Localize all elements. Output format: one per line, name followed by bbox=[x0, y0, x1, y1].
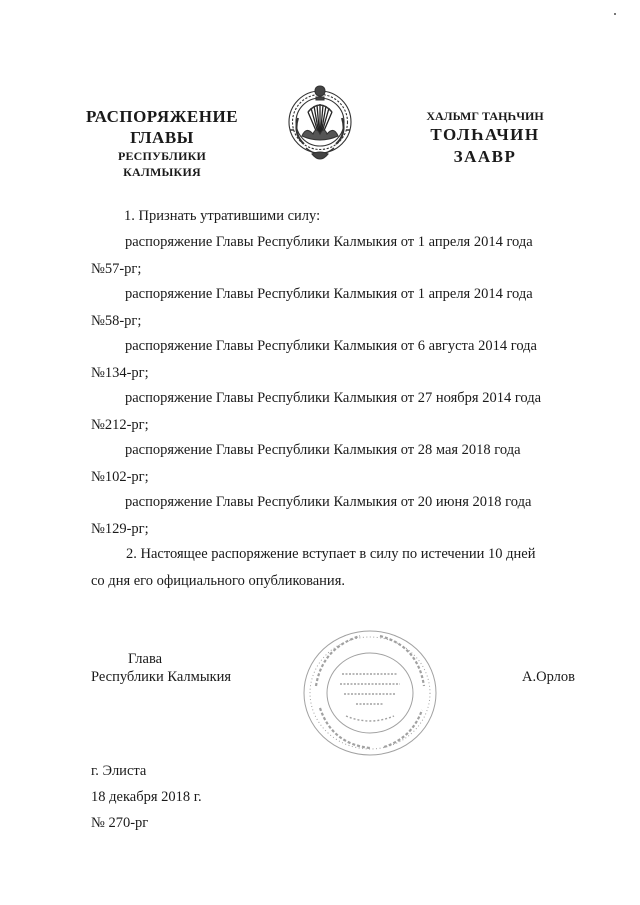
document-type-title: РАСПОРЯЖЕНИЕ bbox=[85, 107, 239, 126]
issue-city: г. Элиста bbox=[91, 763, 147, 779]
order-number: №212-рг; bbox=[91, 417, 149, 433]
order-text: распоряжение Главы Республики Калмыкия от 1 апреля 2014 года bbox=[125, 286, 533, 302]
signatory-name: А.Орлов bbox=[522, 669, 575, 685]
order-number: №129-рг; bbox=[91, 521, 149, 537]
document-number: № 270-рг bbox=[91, 815, 149, 831]
item-2-line-2: со дня его официального опубликования. bbox=[91, 573, 345, 589]
order-number: №57-рг; bbox=[91, 261, 142, 277]
kalmyk-header-line-2: ТОЛҺАЧИН bbox=[430, 125, 540, 144]
document-type-subtitle: ГЛАВЫ bbox=[130, 128, 194, 147]
order-text: распоряжение Главы Республики Калмыкия от 27 ноября 2014 года bbox=[125, 390, 542, 406]
signatory-position-line-2: Республики Калмыкия bbox=[91, 669, 232, 685]
order-number: №134-рг; bbox=[91, 365, 149, 381]
order-number: №58-рг; bbox=[91, 313, 142, 329]
kalmykia-coat-of-arms-icon bbox=[282, 78, 358, 168]
issue-date: 18 декабря 2018 г. bbox=[91, 789, 202, 805]
order-text: распоряжение Главы Республики Калмыкия от 20 июня 2018 года bbox=[125, 494, 532, 510]
order-number: №102-рг; bbox=[91, 469, 149, 485]
order-text: распоряжение Главы Республики Калмыкия от 28 мая 2018 года bbox=[125, 442, 521, 458]
region-name: РЕСПУБЛИКИ КАЛМЫКИЯ bbox=[117, 149, 207, 179]
header-right-block bbox=[400, 108, 570, 168]
header-left-block bbox=[78, 106, 246, 180]
scan-speck bbox=[614, 13, 616, 15]
kalmyk-header-line-1: ХАЛЬМГ ТАҢҺЧИН bbox=[426, 109, 544, 123]
signatory-position-line-1: Глава bbox=[128, 651, 163, 667]
order-text: распоряжение Главы Республики Калмыкия от 1 апреля 2014 года bbox=[125, 234, 533, 250]
official-stamp-icon bbox=[300, 626, 440, 760]
order-text: распоряжение Главы Республики Калмыкия от 6 августа 2014 года bbox=[125, 338, 537, 354]
item-2-line-1: 2. Настоящее распоряжение вступает в силу по истечении 10 дней bbox=[126, 546, 536, 562]
item-1-heading: 1. Признать утратившими силу: bbox=[124, 208, 321, 224]
kalmyk-header-line-3: ЗААВР bbox=[453, 147, 517, 166]
